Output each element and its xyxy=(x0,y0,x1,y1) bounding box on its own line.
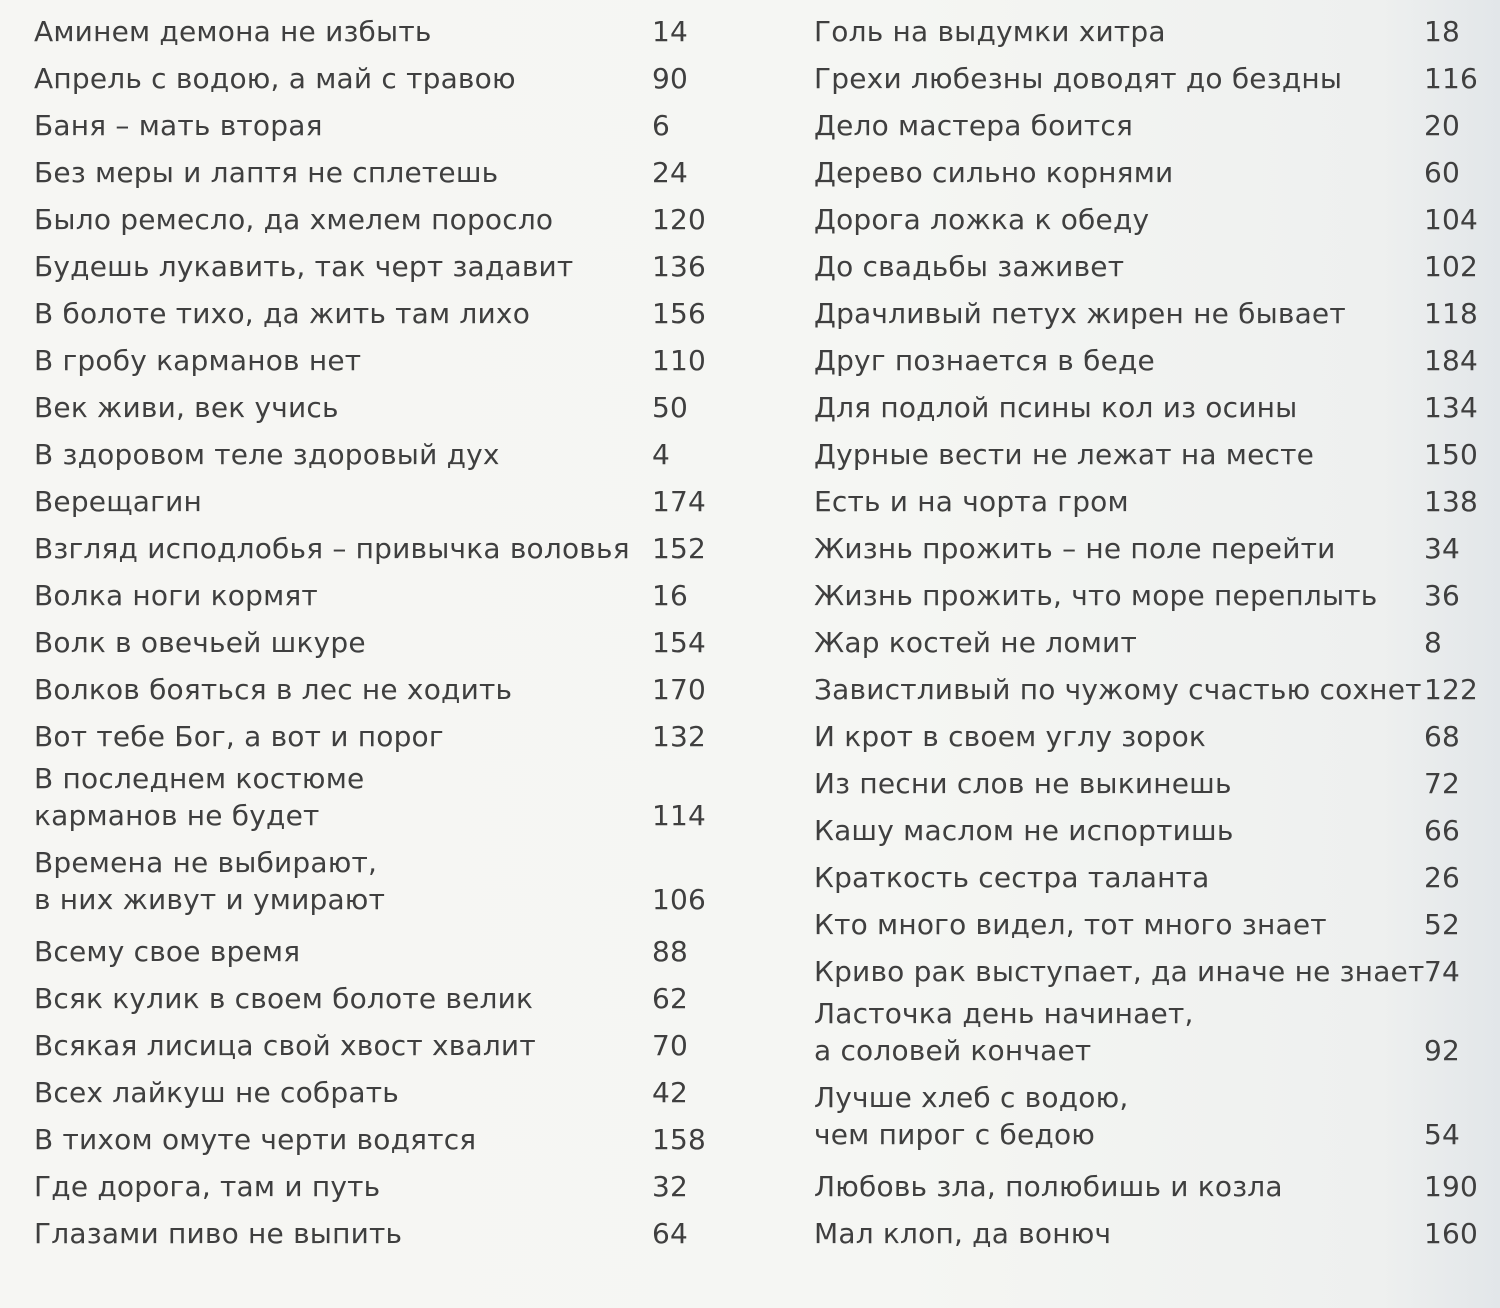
entry-page-number: 92 xyxy=(1424,1034,1461,1067)
entry-title: Жар костей не ломит xyxy=(814,626,1137,659)
entry-page-number: 16 xyxy=(652,579,689,612)
index-entry xyxy=(814,619,1494,666)
entry-page-number: 134 xyxy=(1424,391,1479,424)
entry-title: Верещагин xyxy=(34,485,202,518)
entry-title: Из песни слов не выкинешь xyxy=(814,767,1232,800)
entry-title: Краткость сестра таланта xyxy=(814,861,1210,894)
entry-title: До свадьбы заживет xyxy=(814,250,1125,283)
entry-title: Волка ноги кормят xyxy=(34,579,318,612)
entry-title: Дело мастера боится xyxy=(814,109,1134,142)
index-entry xyxy=(34,1163,714,1210)
index-entry xyxy=(34,243,714,290)
index-entry xyxy=(814,1079,1494,1163)
entry-page-number: 190 xyxy=(1424,1170,1479,1203)
entry-title: Дурные вести не лежат на месте xyxy=(814,438,1315,471)
entry-title-line: В последнем костюме xyxy=(34,762,365,795)
entry-page-number: 158 xyxy=(652,1123,707,1156)
entry-title: Голь на выдумки хитра xyxy=(814,15,1166,48)
entry-page-number: 122 xyxy=(1424,673,1479,706)
index-column-left xyxy=(34,8,714,1257)
entry-page-number: 72 xyxy=(1424,767,1461,800)
index-entry xyxy=(814,854,1494,901)
entry-title: Всяк кулик в своем болоте велик xyxy=(34,982,534,1015)
index-entry xyxy=(34,478,714,525)
entry-page-number: 60 xyxy=(1424,156,1461,189)
index-entry xyxy=(814,102,1494,149)
index-entry xyxy=(814,8,1494,55)
entry-page-number: 138 xyxy=(1424,485,1479,518)
index-entry xyxy=(814,572,1494,619)
index-entry xyxy=(814,713,1494,760)
index-entry xyxy=(34,102,714,149)
index-entry xyxy=(814,760,1494,807)
index-entry xyxy=(34,290,714,337)
index-entry xyxy=(34,525,714,572)
entry-title: Кашу маслом не испортишь xyxy=(814,814,1234,847)
entry-title: Апрель с водою, а май с травою xyxy=(34,62,516,95)
index-entry xyxy=(814,666,1494,713)
entry-page-number: 70 xyxy=(652,1029,689,1062)
entry-title: Дорога ложка к обеду xyxy=(814,203,1150,236)
entry-title: Криво рак выступает, да иначе не знает xyxy=(814,955,1425,988)
entry-page-number: 4 xyxy=(652,438,671,471)
index-entry xyxy=(814,196,1494,243)
entry-title: Жизнь прожить, что море переплыть xyxy=(814,579,1378,612)
entry-title: Взгляд исподлобья – привычка воловья xyxy=(34,532,630,565)
entry-page-number: 54 xyxy=(1424,1118,1461,1151)
entry-title: Грехи любезны доводят до бездны xyxy=(814,62,1343,95)
entry-title: Всякая лисица свой хвост хвалит xyxy=(34,1029,536,1062)
entry-title: В гробу карманов нет xyxy=(34,344,362,377)
entry-page-number: 106 xyxy=(652,883,707,916)
index-entry xyxy=(34,431,714,478)
index-entry xyxy=(34,1022,714,1069)
entry-title: Глазами пиво не выпить xyxy=(34,1217,403,1250)
entry-page-number: 152 xyxy=(652,532,707,565)
entry-page-number: 74 xyxy=(1424,955,1461,988)
entry-page-number: 184 xyxy=(1424,344,1479,377)
index-entry xyxy=(814,478,1494,525)
index-entry xyxy=(34,572,714,619)
entry-page-number: 62 xyxy=(652,982,689,1015)
entry-title: Завистливый по чужому счастью сохнет xyxy=(814,673,1422,706)
entry-title: Есть и на чорта гром xyxy=(814,485,1129,518)
entry-page-number: 34 xyxy=(1424,532,1461,565)
entry-page-number: 88 xyxy=(652,935,689,968)
entry-title-line: Ласточка день начинает, xyxy=(814,997,1194,1030)
index-entry xyxy=(814,431,1494,478)
entry-page-number: 174 xyxy=(652,485,707,518)
index-entry xyxy=(814,1210,1494,1257)
entry-page-number: 24 xyxy=(652,156,689,189)
index-entry xyxy=(814,1163,1494,1210)
index-entry xyxy=(34,1116,714,1163)
entry-page-number: 50 xyxy=(652,391,689,424)
entry-title: В болоте тихо, да жить там лихо xyxy=(34,297,531,330)
entry-page-number: 154 xyxy=(652,626,707,659)
entry-page-number: 64 xyxy=(652,1217,689,1250)
index-entry xyxy=(814,901,1494,948)
entry-title: Дерево сильно корнями xyxy=(814,156,1174,189)
index-entry xyxy=(34,55,714,102)
entry-title-line: а соловей кончает xyxy=(814,1034,1092,1067)
entry-page-number: 136 xyxy=(652,250,707,283)
index-entry xyxy=(814,525,1494,572)
entry-title: И крот в своем углу зорок xyxy=(814,720,1207,753)
index-entry xyxy=(34,760,714,844)
index-entry xyxy=(34,384,714,431)
entry-page-number: 8 xyxy=(1424,626,1443,659)
entry-title: Волк в овечьей шкуре xyxy=(34,626,366,659)
entry-title: Век живи, век учись xyxy=(34,391,339,424)
index-entry xyxy=(814,948,1494,995)
index-entry xyxy=(814,243,1494,290)
index-entry xyxy=(34,149,714,196)
index-entry xyxy=(34,666,714,713)
entry-title: Для подлой псины кол из осины xyxy=(814,391,1298,424)
entry-title: Аминем демона не избыть xyxy=(34,15,432,48)
entry-title-line: Лучше хлеб с водою, xyxy=(814,1081,1129,1114)
entry-title: Друг познается в беде xyxy=(814,344,1155,377)
entry-title: Мал клоп, да вонюч xyxy=(814,1217,1112,1250)
entry-page-number: 42 xyxy=(652,1076,689,1109)
entry-title: Баня – мать вторая xyxy=(34,109,323,142)
entry-title: Кто много видел, тот много знает xyxy=(814,908,1327,941)
entry-page-number: 90 xyxy=(652,62,689,95)
index-entry xyxy=(34,8,714,55)
entry-title: Без меры и лаптя не сплетешь xyxy=(34,156,499,189)
entry-page-number: 150 xyxy=(1424,438,1479,471)
entry-title: Любовь зла, полюбишь и козла xyxy=(814,1170,1283,1203)
entry-page-number: 114 xyxy=(652,799,707,832)
entry-title: Будешь лукавить, так черт задавит xyxy=(34,250,574,283)
entry-title-line: Времена не выбирают, xyxy=(34,846,378,879)
entry-page-number: 36 xyxy=(1424,579,1461,612)
entry-title-line: в них живут и умирают xyxy=(34,883,386,916)
index-entry xyxy=(34,1210,714,1257)
entry-title: В здоровом теле здоровый дух xyxy=(34,438,500,471)
index-entry xyxy=(814,995,1494,1079)
entry-page-number: 52 xyxy=(1424,908,1461,941)
index-entry xyxy=(34,1069,714,1116)
entry-page-number: 68 xyxy=(1424,720,1461,753)
index-entry xyxy=(34,196,714,243)
entry-title: Всему свое время xyxy=(34,935,301,968)
entry-page-number: 32 xyxy=(652,1170,689,1203)
index-entry xyxy=(34,337,714,384)
entry-page-number: 104 xyxy=(1424,203,1479,236)
entry-page-number: 170 xyxy=(652,673,707,706)
index-entry xyxy=(814,149,1494,196)
entry-title: Где дорога, там и путь xyxy=(34,1170,381,1203)
index-column-right xyxy=(814,8,1494,1257)
entry-page-number: 110 xyxy=(652,344,707,377)
entry-title: В тихом омуте черти водятся xyxy=(34,1123,477,1156)
entry-page-number: 102 xyxy=(1424,250,1479,283)
index-entry xyxy=(34,619,714,666)
entry-page-number: 26 xyxy=(1424,861,1461,894)
entry-title-line: чем пирог с бедою xyxy=(814,1118,1096,1151)
entry-page-number: 120 xyxy=(652,203,707,236)
entry-page-number: 66 xyxy=(1424,814,1461,847)
index-entry xyxy=(814,807,1494,854)
entry-page-number: 160 xyxy=(1424,1217,1479,1250)
entry-title: Вот тебе Бог, а вот и порог xyxy=(34,720,444,753)
entry-title: Жизнь прожить – не поле перейти xyxy=(814,532,1336,565)
entry-title: Волков бояться в лес не ходить xyxy=(34,673,513,706)
index-entry xyxy=(814,337,1494,384)
index-entry xyxy=(814,55,1494,102)
index-entry xyxy=(34,975,714,1022)
index-entry xyxy=(814,384,1494,431)
entry-page-number: 18 xyxy=(1424,15,1461,48)
entry-page-number: 116 xyxy=(1424,62,1479,95)
entry-page-number: 156 xyxy=(652,297,707,330)
entry-page-number: 14 xyxy=(652,15,689,48)
entry-title: Драчливый петух жирен не бывает xyxy=(814,297,1346,330)
entry-page-number: 118 xyxy=(1424,297,1479,330)
entry-title: Было ремесло, да хмелем поросло xyxy=(34,203,554,236)
index-entry xyxy=(34,844,714,928)
index-entry xyxy=(34,713,714,760)
index-entry xyxy=(34,928,714,975)
index-entry xyxy=(814,290,1494,337)
entry-title-line: карманов не будет xyxy=(34,799,320,832)
entry-page-number: 20 xyxy=(1424,109,1461,142)
entry-page-number: 132 xyxy=(652,720,707,753)
entry-page-number: 6 xyxy=(652,109,671,142)
entry-title: Всех лайкуш не собрать xyxy=(34,1076,399,1109)
